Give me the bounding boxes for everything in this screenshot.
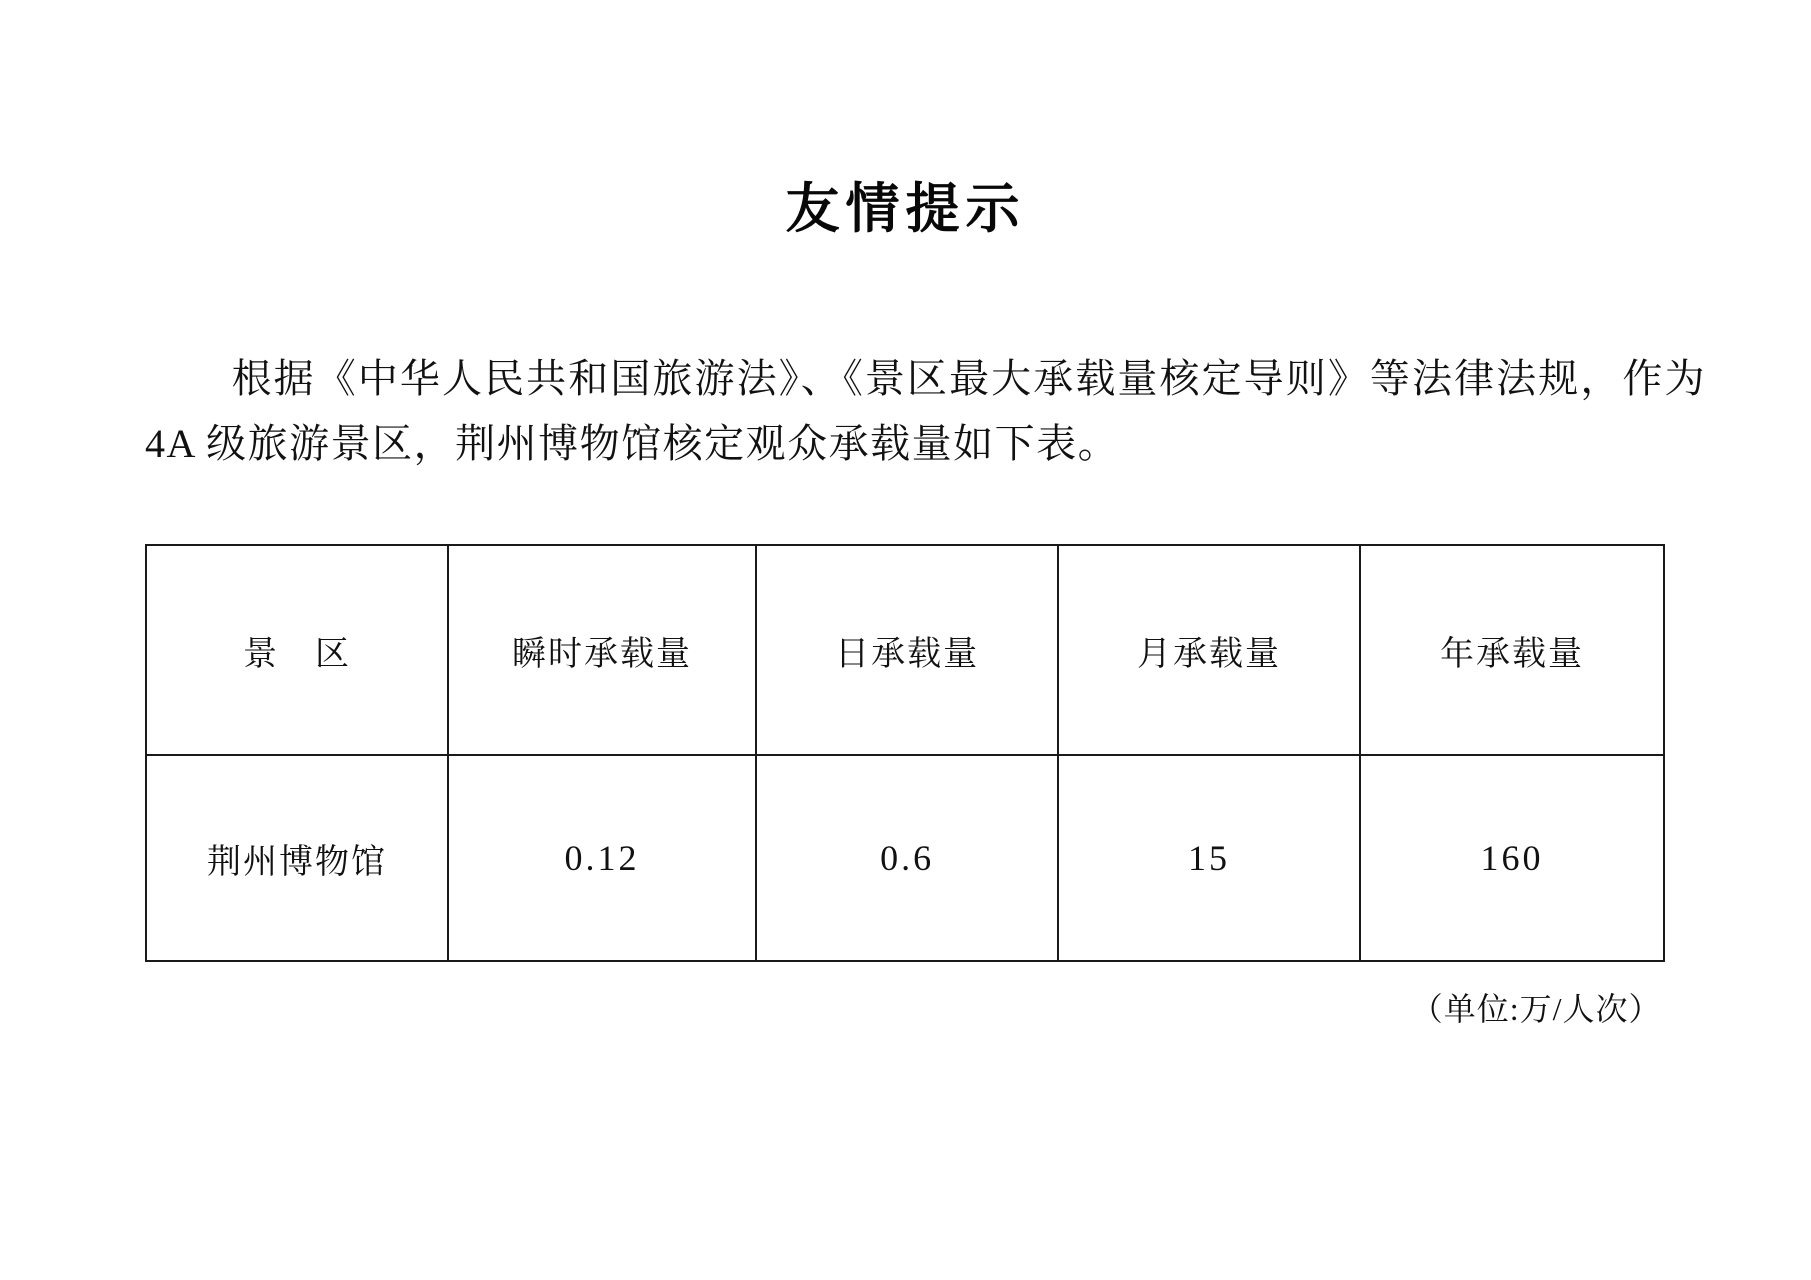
cell-daily-capacity: 0.6	[756, 755, 1058, 961]
header-daily-capacity: 日承载量	[756, 545, 1058, 755]
header-yearly-capacity: 年承载量	[1360, 545, 1664, 755]
capacity-table	[145, 544, 1665, 962]
header-instant-capacity: 瞬时承载量	[448, 545, 756, 755]
header-scenic-area: 景 区	[146, 545, 448, 755]
intro-paragraph	[0, 347, 1811, 477]
unit-note-wrapper	[0, 984, 1811, 1030]
cell-instant-capacity: 0.12	[448, 755, 756, 961]
header-monthly-capacity: 月承载量	[1058, 545, 1360, 755]
table-header-row	[146, 545, 1664, 755]
page-title: 友情提示	[785, 176, 1026, 240]
cell-monthly-capacity: 15	[1058, 755, 1360, 961]
cell-yearly-capacity: 160	[1360, 755, 1664, 961]
cell-scenic-area: 荆州博物馆	[146, 755, 448, 961]
paragraph-text: 根据《中华人民共和国旅游法》、《景区最大承载量核定导则》等法律法规，作为 4A 级旅游景区，荆州博物馆核定观众承载量如下表。	[145, 355, 1706, 466]
table-row	[146, 755, 1664, 961]
capacity-table-wrapper	[0, 544, 1811, 962]
unit-note: （单位:万/人次）	[1410, 991, 1662, 1028]
